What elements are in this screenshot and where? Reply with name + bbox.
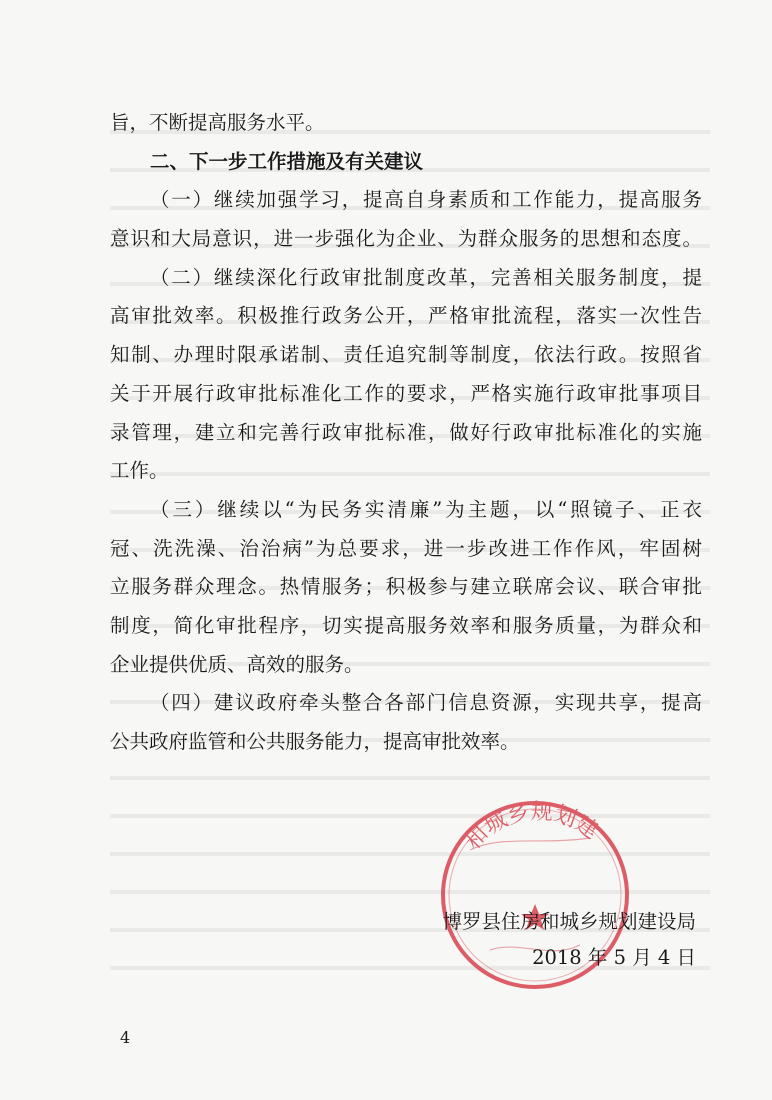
paragraph-line: 冠、洗洗澡、治治病”为总要求，进一步改进工作作风，牢固树 — [110, 536, 702, 560]
paragraph-line: 录管理，建立和完善行政审批标准，做好行政审批标准化的实施 — [110, 420, 702, 444]
paragraph-line: （四）建议政府牵头整合各部门信息资源，实现共享，提高 — [150, 691, 702, 715]
paragraph-line: 企业提供优质、高效的服务。 — [110, 652, 364, 676]
paragraph-line: 立服务群众理念。热情服务；积极参与建立联席会议、联合审批 — [110, 575, 702, 599]
document-body — [110, 104, 702, 762]
paragraph-line: 关于开展行政审批标准化工作的要求，严格实施行政审批事项目 — [110, 381, 702, 405]
section-heading: 二、下一步工作措施及有关建议 — [150, 149, 424, 173]
paragraph-line: （一）继续加强学习，提高自身素质和工作能力，提高服务 — [150, 188, 702, 212]
seal-text-path: 和城乡规划建 — [459, 798, 604, 855]
paragraph-line: 公共政府监管和公共服务能力，提高审批效率。 — [110, 730, 520, 753]
paragraph-line: 工作。 — [110, 459, 169, 483]
paragraph-line: 旨，不断提高服务水平。 — [110, 111, 325, 134]
paragraph-line: 高审批效率。积极推行政务公开，严格审批流程，落实一次性告 — [110, 304, 702, 328]
paragraph-line: 制度，简化审批程序，切实提高服务效率和服务质量，为群众和 — [110, 613, 702, 637]
signature-block — [442, 904, 696, 976]
issue-date: 2018 年 5 月 4 日 — [532, 946, 696, 969]
paragraph-line: （三）继续以“为民务实清廉”为主题，以“照镜子、正衣 — [150, 497, 702, 521]
paragraph-line: 知制、办理时限承诺制、责任追究制等制度，依法行政。按照省 — [110, 343, 702, 367]
paragraph-line: 意识和大局意识，进一步强化为企业、为群众服务的思想和态度。 — [110, 227, 702, 251]
issuing-organization: 博罗县住房和城乡规划建设局 — [442, 910, 696, 933]
page-number: 4 — [120, 1028, 131, 1047]
paragraph-line: （二）继续深化行政审批制度改革，完善相关服务制度，提 — [150, 265, 702, 289]
